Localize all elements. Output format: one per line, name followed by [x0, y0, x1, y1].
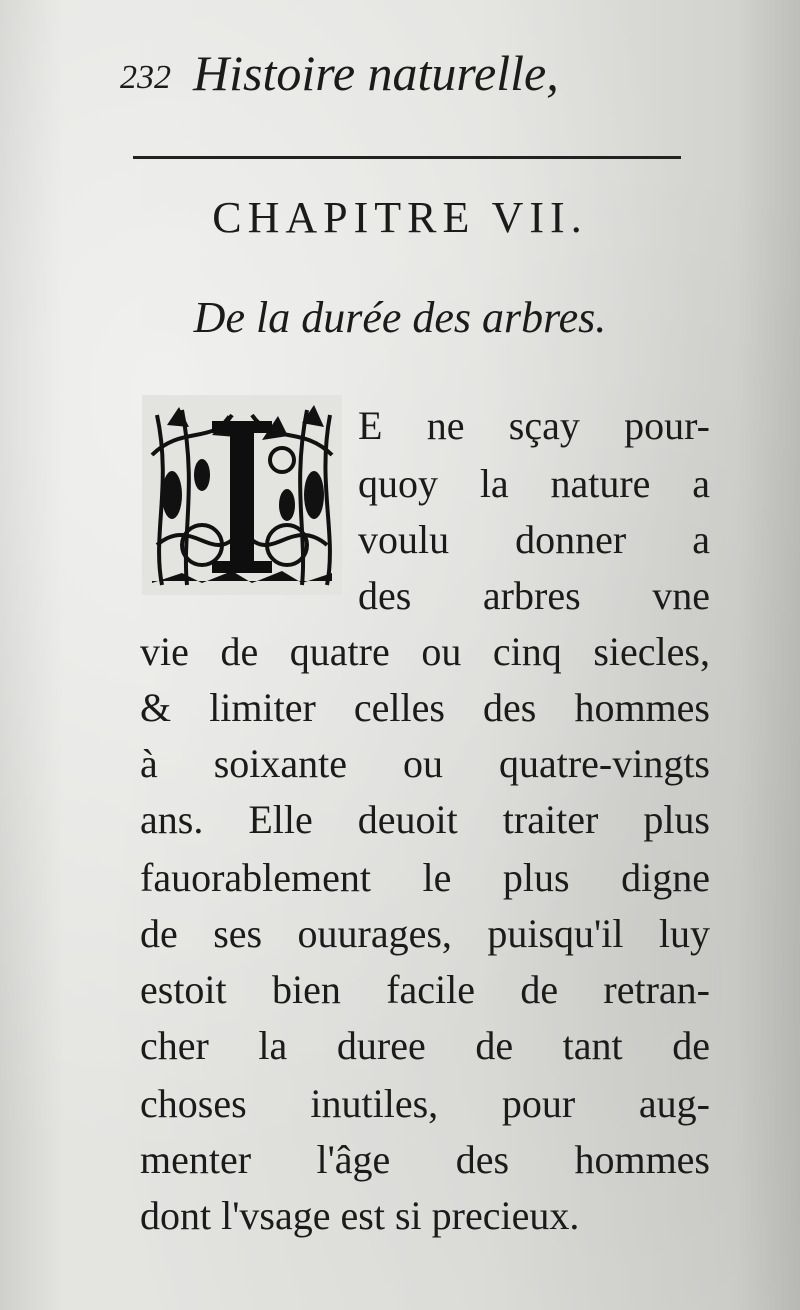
text-line: cher la duree de tant de — [140, 1023, 710, 1068]
header-rule — [133, 156, 681, 159]
text-line: quoy la nature a — [358, 461, 710, 506]
text-line: dont l'vsage est si precieux. — [140, 1193, 580, 1238]
ornamental-initial-icon — [142, 395, 342, 595]
text-line: à soixante ou quatre-vingts — [140, 741, 710, 786]
text-line: estoit bien facile de retran- — [140, 967, 710, 1012]
text-line: ans. Elle deuoit traiter plus — [140, 797, 710, 842]
text-line: voulu donner a — [358, 517, 710, 562]
running-header — [120, 38, 720, 108]
chapter-heading: CHAPITRE VII. — [212, 193, 588, 242]
chapter-title: De la durée des arbres. — [193, 293, 607, 342]
text-line: E ne sçay pour- — [358, 403, 710, 448]
text-line: des arbres vne — [358, 573, 710, 618]
text-line: choses inutiles, pour aug- — [140, 1081, 710, 1126]
text-line: & limiter celles des hommes — [140, 685, 710, 730]
text-line: de ses ouurages, puisqu'il luy — [140, 911, 710, 956]
text-line: vie de quatre ou cinq siecles, — [140, 629, 710, 674]
text-line: fauorablement le plus digne — [140, 855, 710, 900]
text-line: menter l'âge des hommes — [140, 1137, 710, 1182]
page-number: 232 — [120, 59, 171, 96]
running-title: Histoire naturelle, — [193, 45, 559, 101]
